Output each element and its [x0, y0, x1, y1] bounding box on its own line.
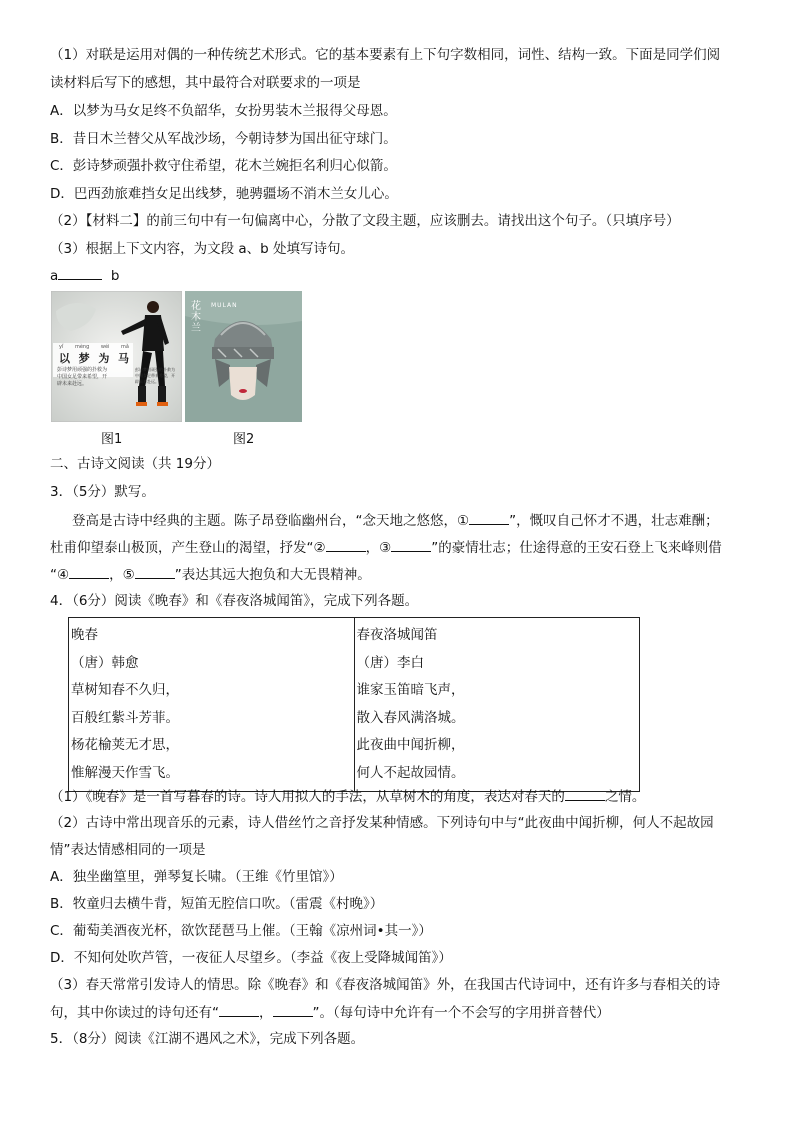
blank-q4-1[interactable]	[565, 786, 605, 801]
fig1-left-line-3: 辟未来赴远。	[57, 381, 88, 387]
q5-heading: 5．（8分）阅读《江湖不遇风之术》，完成下列各题。	[50, 1031, 365, 1047]
poems-table	[68, 617, 640, 792]
poem-1-line: 杨花榆荚无才思，	[71, 737, 179, 753]
blank-a[interactable]	[58, 265, 102, 280]
poem-2-title: 春夜洛城闻笛	[356, 627, 438, 643]
blank-a-label: a	[50, 268, 59, 284]
q4-text: （1）《晚春》是一首写暮春的诗。诗人用拟人的手法，从草树木的角度，表达对春天的	[50, 789, 565, 805]
fig1-left-line-2: 中国女足带来希望，开	[57, 374, 108, 380]
fig1-char-2: 梦	[78, 352, 90, 365]
poem-1-author: （唐）韩愈	[71, 654, 139, 671]
q3-text: “④	[50, 567, 70, 583]
poem-2-line: 谁家玉笛暗飞声，	[356, 682, 465, 698]
blank-3[interactable]	[391, 537, 431, 552]
fig2-char-3: 兰	[191, 323, 201, 334]
pinyin-1: yǐ	[59, 344, 64, 350]
blank-q4-3a[interactable]	[219, 1002, 259, 1017]
figure-1	[51, 291, 182, 422]
q3-para-line2	[50, 537, 722, 558]
blank-4[interactable]	[69, 564, 109, 579]
q4-sub2-line1: （2）古诗中常出现音乐的元素，诗人借丝竹之音抒发某种情感。下列诗句中与“此夜曲中闻折柳，何人不起故园	[50, 815, 714, 831]
poem-2-line: 何人不起故园情。	[356, 764, 465, 781]
poem-1-title: 晚春	[71, 627, 98, 643]
fig2-char-2: 木	[191, 312, 201, 323]
q4-text: ”。（每句诗中允许有一个不会写的字用拼音替代）	[312, 1005, 610, 1021]
fig2-latin: MULAN	[211, 302, 238, 309]
poem-1-line: 百般红紫斗芳菲。	[71, 709, 179, 726]
figure-2-caption: 图2	[233, 432, 255, 447]
option-c: C．彭诗梦顽强扑救守住希望，花木兰婉拒名利归心似箭。	[50, 158, 397, 174]
q3-text: ，⑤	[109, 567, 135, 583]
q4-text: ，	[259, 1005, 273, 1021]
blank-5[interactable]	[135, 564, 175, 579]
option-d: D．巴西劲旅难挡女足出线梦，驰骋疆场不消木兰女儿心。	[50, 186, 398, 202]
poem-1-cell	[69, 618, 355, 792]
pinyin-3: wéi	[100, 344, 110, 350]
blank-2[interactable]	[326, 537, 366, 552]
q3-text: ，③	[365, 540, 392, 556]
q4-text: 句，其中你读过的诗句还有“	[50, 1005, 219, 1021]
q3-text: ”，慨叹自己怀才不遇，壮志难酬；	[509, 513, 719, 529]
option-a: A．独坐幽篁里，弹琴复长啸。（王维《竹里馆》）	[50, 869, 343, 885]
q4-sub3-line2	[50, 1002, 610, 1023]
blank-b-label: b	[110, 268, 120, 284]
figure-2	[185, 291, 302, 422]
ab-blanks	[50, 265, 119, 286]
q1-intro-line2: 读材料后写下的感想，其中最符合对联要求的一项是	[50, 75, 361, 91]
option-b: B．昔日木兰替父从军战沙场，今朝诗梦为国出征守球门。	[50, 131, 397, 147]
figure-1-caption: 图1	[101, 432, 123, 447]
poem-1-line: 草树知春不久归，	[71, 682, 179, 698]
q4-sub2-line2: 情”表达情感相同的一项是	[50, 842, 206, 858]
poem-2-line: 散入春风满洛城。	[356, 709, 465, 726]
option-d: D．不知何处吹芦管，一夜征人尽望乡。（李益《夜上受降城闻笛》）	[50, 950, 452, 966]
q3-text: 登高是古诗中经典的主题。陈子昂登临幽州台，“念天地之悠悠，①	[72, 513, 470, 529]
q3-heading: 3．（5分）默写。	[50, 484, 155, 500]
poem-2-cell	[354, 618, 640, 792]
q3-para-line1	[72, 510, 719, 531]
q1-intro-line1: （1）对联是运用对偶的一种传统艺术形式。它的基本要素有上下句字数相同，词性、结构一致。下面是同学们阅	[50, 47, 721, 63]
blank-1[interactable]	[469, 510, 509, 525]
fig1-char-3: 为	[98, 352, 110, 365]
q3-text: 杜甫仰望泰山极顶，产生登山的渴望，抒发“②	[50, 540, 326, 556]
option-c: C．葡萄美酒夜光杯，欲饮琵琶马上催。（王翰《凉州词•其一》）	[50, 923, 432, 939]
q1-sub3: （3）根据上下文内容，为文段 a、b 处填写诗句。	[50, 241, 355, 257]
poem-2-author: （唐）李白	[356, 654, 424, 671]
q3-para-line3	[50, 564, 371, 585]
pinyin-4: mǎ	[121, 344, 129, 350]
fig1-right-line-1: 彭诗梦用顽强的扑救为	[135, 367, 175, 372]
pinyin-2: mèng	[74, 344, 90, 350]
poem-1-line: 惟解漫天作雪飞。	[71, 764, 179, 781]
fig1-char-4: 马	[117, 352, 129, 365]
q4-heading: 4．（6分）阅读《晚春》和《春夜洛城闻笛》，完成下列各题。	[50, 593, 419, 609]
q3-text: ”表达其远大抱负和大无畏精神。	[174, 567, 371, 583]
poem-2-line: 此夜曲中闻折柳，	[356, 737, 465, 753]
fig1-left-line-1: 彭诗梦用顽强的扑救为	[57, 367, 108, 373]
section-2-heading: 二、古诗文阅读（共 19分）	[50, 456, 220, 472]
option-a: A．以梦为马女足终不负韶华，女扮男装木兰报得父母恩。	[50, 103, 397, 119]
fig1-right-line-3: 辟未来赴远。	[135, 379, 159, 384]
q4-text: 之情。	[604, 789, 646, 805]
q3-text: ”的豪情壮志；仕途得意的王安石登上飞来峰则借	[431, 540, 722, 556]
fig1-right-line-2: 中国女足带来希望，开	[135, 373, 175, 378]
fig2-char-1: 花	[191, 301, 201, 312]
fig1-char-1: 以	[59, 352, 70, 365]
option-b: B．牧童归去横牛背，短笛无腔信口吹。（雷震《村晚》）	[50, 896, 384, 912]
blank-q4-3b[interactable]	[273, 1002, 313, 1017]
q1-sub2: （2）【材料二】的前三句中有一句偏离中心，分散了文段主题，应该删去。请找出这个句子。（只填序号）	[50, 213, 680, 229]
q4-sub1	[50, 786, 645, 807]
q4-sub3-line1: （3）春天常常引发诗人的情思。除《晚春》和《春夜洛城闻笛》外，在我国古代诗词中，还有许多与春相关的诗	[50, 977, 721, 993]
